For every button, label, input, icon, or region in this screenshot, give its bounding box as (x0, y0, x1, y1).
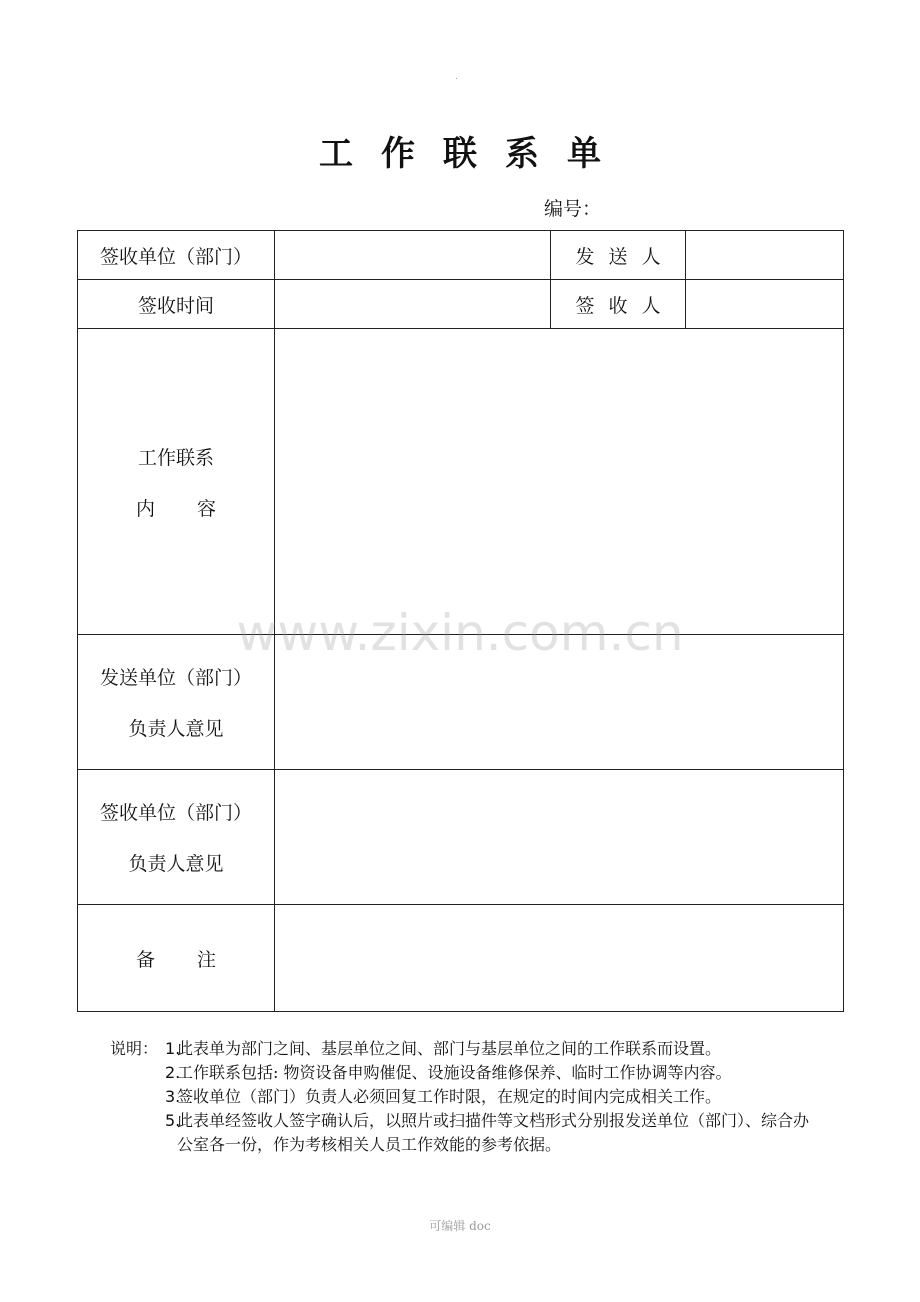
work-content-label-line1: 工作联系 (137, 446, 214, 469)
sender-opinion-label-line2: 负责人意见 (128, 718, 224, 740)
sender-opinion-label (78, 635, 275, 770)
notes-section (110, 1037, 822, 1157)
note-number: 1. (165, 1039, 181, 1058)
note-item (110, 1085, 822, 1109)
sender-opinion-field[interactable] (275, 635, 844, 770)
notes-prefix: 说明： (110, 1039, 159, 1058)
receipt-time-field[interactable] (275, 280, 551, 329)
table-row (78, 280, 844, 329)
note-text: 此表单为部门之间、基层单位之间、部门与基层单位之间的工作联系而设置。 (177, 1039, 722, 1058)
watermark: www.zixin.com.cn (236, 604, 684, 662)
recipient-unit-label: 签收单位（部门） (78, 231, 275, 280)
table-row (78, 770, 844, 905)
serial-number-label: 编号： (544, 198, 602, 220)
table-row (78, 231, 844, 280)
note-number: 2. (165, 1063, 181, 1082)
table-row (78, 329, 844, 635)
recipient-opinion-label (78, 770, 275, 905)
receipt-time-label: 签收时间 (78, 280, 275, 329)
recipient-unit-field[interactable] (275, 231, 551, 280)
note-number: 3. (165, 1087, 181, 1106)
sender-field[interactable] (686, 231, 844, 280)
recipient-opinion-field[interactable] (275, 770, 844, 905)
table-row (78, 635, 844, 770)
note-item (110, 1061, 822, 1085)
remarks-label: 备注 (78, 905, 275, 1012)
sender-opinion-label-line1: 发送单位（部门） (99, 667, 252, 689)
note-text: 此表单经签收人签字确认后，以照片或扫描件等文档形式分别报发送单位（部门）、综合办公室各一份，作为考核相关人员工作效能的参考依据。 (177, 1111, 810, 1154)
header-mark: . (455, 72, 458, 82)
work-content-label-line2: 内容 (135, 497, 258, 520)
footer-label: 可编辑 doc (429, 1219, 491, 1233)
note-item (110, 1037, 822, 1061)
form-title: 工作联系单 (319, 134, 629, 174)
receiver-label: 签收人 (551, 280, 686, 329)
work-content-label (78, 329, 275, 635)
recipient-opinion-label-line1: 签收单位（部门） (99, 802, 252, 824)
note-number: 5. (165, 1111, 181, 1130)
table-row (78, 905, 844, 1012)
contact-form-table (77, 230, 844, 1012)
note-text: 签收单位（部门）负责人必须回复工作时限，在规定的时间内完成相关工作。 (177, 1087, 722, 1106)
recipient-opinion-label-line2: 负责人意见 (128, 853, 224, 875)
note-item (110, 1109, 822, 1157)
work-content-field[interactable] (275, 329, 844, 635)
remarks-field[interactable] (275, 905, 844, 1012)
sender-label: 发送人 (551, 231, 686, 280)
receiver-field[interactable] (686, 280, 844, 329)
note-text: 工作联系包括: 物资设备申购催促、设施设备维修保养、临时工作协调等内容。 (177, 1063, 732, 1082)
